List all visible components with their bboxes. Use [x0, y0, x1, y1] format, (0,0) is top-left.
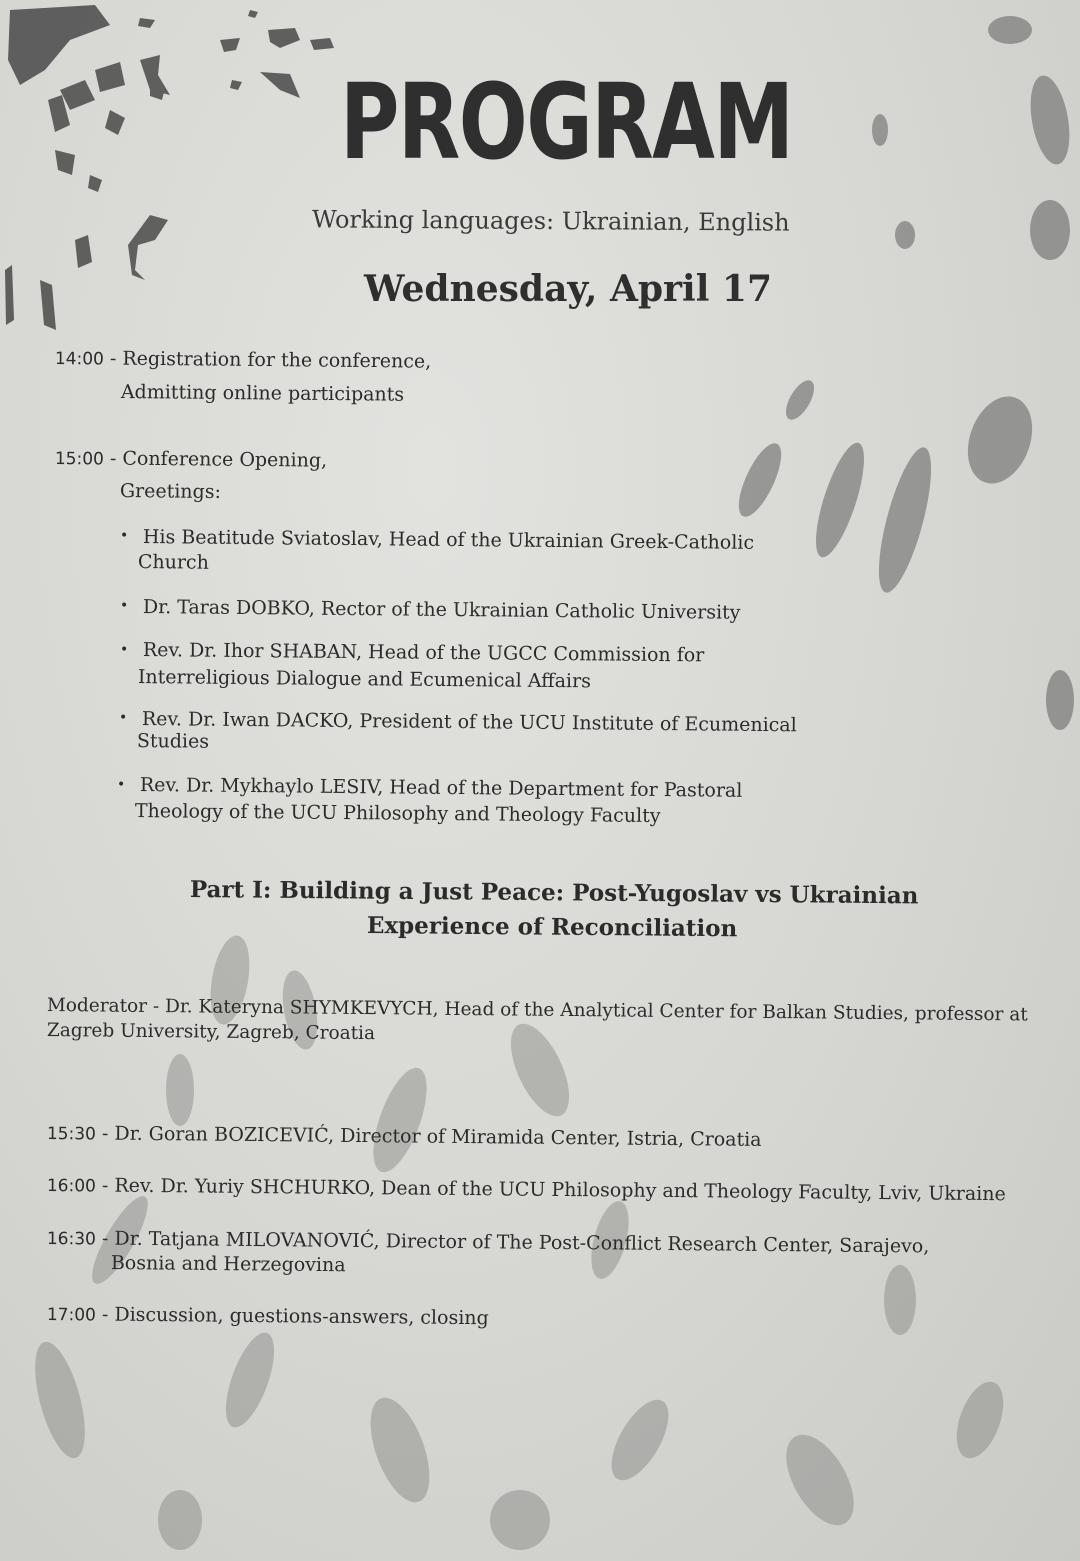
bullet-marker: • [120, 528, 129, 544]
schedule-time: 15:00 [54, 448, 104, 470]
greeting-item-continuation: Theology of the UCU Philosophy and Theology Faculty [134, 800, 661, 828]
part-heading-line1: Part I: Building a Just Peace: Post-Yugoslav vs Ukrainian [189, 876, 919, 910]
greeting-item: Rev. Dr. Mykhaylo LESIV, Head of the Department for Pastoral [139, 774, 743, 802]
schedule-text-continuation: Greetings: [119, 480, 222, 503]
greeting-item: Rev. Dr. Iwan DACKO, President of the UCU Institute of Ecumenical [141, 708, 797, 737]
schedule-item [47, 1303, 489, 1329]
schedule-time: 14:00 [54, 348, 104, 370]
moderator-line-continuation: Zagreb University, Zagreb, Croatia [46, 1020, 376, 1045]
schedule-time: 15:30 [46, 1123, 96, 1145]
bullet-marker: • [119, 710, 128, 726]
working-languages: Working languages: Ukrainian, English [311, 205, 790, 237]
bullet-marker: • [120, 642, 129, 658]
schedule-separator: - [101, 1174, 109, 1197]
greeting-item: Dr. Taras DOBKO, Rector of the Ukrainian Catholic University [142, 596, 741, 624]
schedule-text: Conference Opening, [122, 447, 328, 472]
program-title: PROGRAM [340, 61, 793, 183]
bullet-marker: • [120, 598, 129, 614]
schedule-text: Rev. Dr. Yuriy SHCHURKO, Dean of the UCU Philosophy and Theology Faculty, Lviv, Ukraine [114, 1174, 1006, 1206]
greeting-item-continuation: Studies [136, 730, 210, 753]
greeting-item-continuation: Interreligious Dialogue and Ecumenical Affairs [137, 666, 592, 693]
schedule-item [55, 347, 432, 373]
schedule-item [55, 447, 327, 472]
schedule-text-continuation: Bosnia and Herzegovina [110, 1252, 346, 1277]
schedule-separator: - [109, 347, 117, 370]
day-heading: Wednesday, April 17 [364, 268, 773, 310]
schedule-text: Dr. Tatjana MILOVANOVIĆ, Director of The Post-Conflict Research Center, Sarajevo, [114, 1227, 930, 1258]
schedule-separator: - [101, 1303, 109, 1326]
schedule-text-continuation: Admitting online participants [120, 381, 405, 406]
greeting-item: His Beatitude Sviatoslav, Head of the Ukrainian Greek-Catholic [142, 526, 755, 554]
schedule-separator: - [109, 447, 117, 470]
schedule-separator: - [101, 1227, 109, 1250]
part-heading-line2: Experience of Reconciliation [366, 912, 738, 943]
schedule-time: 16:30 [46, 1228, 96, 1250]
schedule-time: 17:00 [46, 1304, 96, 1326]
schedule-text: Discussion, guestions-answers, closing [114, 1303, 489, 1330]
schedule-separator: - [101, 1122, 109, 1145]
moderator-line: Moderator - Dr. Kateryna SHYMKEVYCH, Head of the Analytical Center for Balkan Studies, professor at [46, 995, 1028, 1026]
schedule-item [47, 1122, 762, 1151]
greeting-item-continuation: Church [137, 551, 209, 574]
greeting-item: Rev. Dr. Ihor SHABAN, Head of the UGCC Commission for [142, 639, 705, 667]
schedule-text: Registration for the conference, [122, 347, 432, 373]
schedule-item [47, 1174, 1006, 1205]
schedule-time: 16:00 [46, 1175, 96, 1197]
bullet-marker: • [117, 777, 126, 793]
schedule-text: Dr. Goran BOZICEVIĆ, Director of Miramida Center, Istria, Croatia [114, 1122, 762, 1151]
